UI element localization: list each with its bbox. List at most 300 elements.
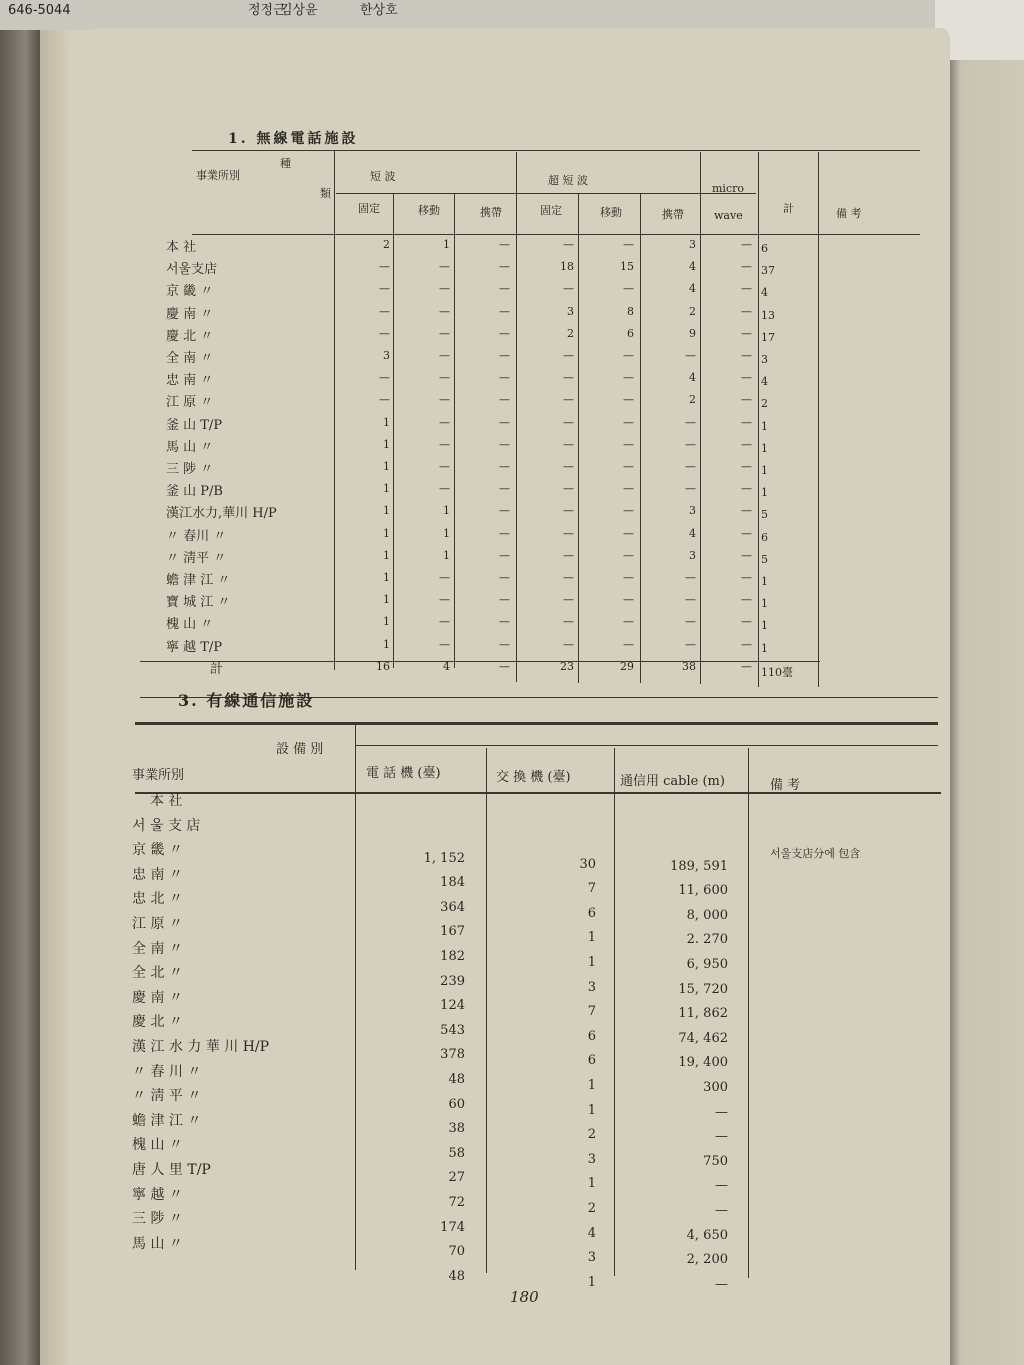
table-rule [516, 152, 517, 682]
table-cell-total: 1 [761, 641, 768, 655]
table-cell: 23 [560, 659, 574, 673]
table-cell: 4 [689, 526, 696, 540]
table-cell: — [439, 482, 450, 496]
table-cell: — [623, 526, 634, 540]
switch-count: 6 [587, 1053, 596, 1069]
switch-count: 3 [587, 979, 596, 995]
table-cell: — [499, 460, 510, 473]
table-cell-total: 1 [761, 486, 768, 500]
row-label: 寧 越 〃 [132, 1186, 183, 1203]
table-cell: — [439, 371, 450, 385]
table-cell: 3 [689, 504, 696, 518]
row-label: 本 社 [166, 240, 197, 255]
table-cell: — [499, 615, 510, 629]
row-label: 〃 淸 平 〃 [132, 1088, 202, 1105]
table-cell: — [563, 637, 574, 651]
column-header: 備 考 [770, 778, 801, 793]
table-cell: — [685, 349, 696, 362]
row-label: 三 陟 〃 [132, 1211, 183, 1228]
cable-length: 11, 862 [678, 1006, 728, 1022]
row-label: 寧 越 T/P [166, 639, 223, 655]
table-cell-total: 5 [761, 508, 768, 522]
table-cell: 1 [383, 548, 390, 562]
table-cell: — [379, 282, 390, 296]
row-label: 釜 山 T/P [166, 417, 223, 433]
phone-count: 378 [440, 1047, 465, 1063]
table-cell: 3 [689, 548, 696, 562]
table-cell: — [741, 437, 752, 451]
switch-count: 1 [587, 955, 596, 970]
phone-count: 182 [440, 949, 465, 964]
table-cell: — [741, 326, 752, 340]
table-cell: — [623, 637, 634, 651]
table-cell: — [741, 238, 752, 251]
table-cell: — [499, 437, 510, 451]
table-cell: — [439, 615, 450, 629]
table-cell: 1 [443, 238, 450, 251]
book-spine [0, 30, 42, 1365]
table-cell: — [741, 282, 752, 296]
switch-count: 1 [587, 1102, 596, 1118]
row-label: 全 南 〃 [166, 351, 214, 366]
table-cell: — [741, 659, 752, 673]
table-cell: — [439, 282, 450, 296]
table-cell: 1 [443, 526, 450, 540]
table-cell: — [499, 304, 510, 318]
table-cell: — [685, 482, 696, 496]
table-cell: 2 [567, 326, 574, 340]
table-cell: — [623, 282, 634, 296]
table-cell: 15 [620, 260, 634, 274]
table-cell: — [623, 482, 634, 496]
cable-length: 11, 600 [678, 883, 728, 899]
column-header: 移動 [418, 204, 440, 217]
row-label: 三 陟 〃 [166, 462, 214, 477]
table-cell: — [499, 571, 510, 584]
column-header: 計 [783, 202, 794, 215]
table-cell: — [379, 326, 390, 340]
table-cell-total: 1 [761, 597, 768, 611]
table-cell: 4 [689, 371, 696, 385]
table-cell: — [623, 238, 634, 251]
table-rule [454, 193, 455, 668]
table-cell: — [499, 326, 510, 340]
row-label: 槐 山 〃 [132, 1137, 183, 1154]
row-label: 蟾 津 江 〃 [132, 1112, 202, 1129]
table-cell-total: 1 [761, 575, 768, 588]
remark: 서울支店分에 包含 [770, 846, 861, 860]
switch-count: 4 [587, 1225, 596, 1241]
row-label: 慶 南 〃 [132, 989, 183, 1006]
column-header: 携帶 [480, 206, 502, 219]
switch-count: 7 [587, 881, 596, 897]
table-rule [135, 792, 941, 794]
row-label: 全 北 〃 [132, 965, 183, 982]
table-cell: 1 [383, 504, 390, 518]
row-label: 忠 南 〃 [166, 373, 214, 389]
row-label: 全 南 〃 [132, 940, 183, 957]
table-cell: — [499, 349, 510, 362]
table-cell: 1 [383, 615, 390, 629]
column-header: wave [714, 209, 743, 222]
table-cell: — [563, 482, 574, 496]
switch-count: 7 [587, 1004, 596, 1020]
table-cell: — [499, 238, 510, 251]
row-label: 慶 北 〃 [132, 1014, 183, 1031]
row-label: 江 原 〃 [166, 395, 214, 411]
row-label: 慶 南 〃 [166, 306, 214, 322]
table-cell: 3 [383, 349, 390, 362]
table-cell-total: 4 [761, 286, 768, 300]
switch-count: 6 [587, 1028, 596, 1044]
column-header: 固定 [358, 202, 380, 215]
column-header: 固定 [540, 204, 562, 217]
table-rule [748, 748, 749, 1278]
table-cell: 1 [383, 637, 390, 651]
column-header: micro [712, 182, 744, 195]
row-label: 江 原 〃 [132, 916, 183, 932]
table-cell: 1 [443, 548, 450, 562]
switch-count: 1 [587, 1176, 596, 1192]
cable-length: 8, 000 [686, 907, 728, 923]
row-label: 槐 山 〃 [166, 617, 214, 633]
table-cell-total: 1 [761, 441, 768, 455]
row-label: 馬 山 〃 [166, 439, 214, 455]
table-cell: — [439, 260, 450, 274]
table-cell: — [623, 460, 634, 473]
row-label: 京 畿 〃 [166, 284, 214, 300]
row-label: 忠 北 〃 [132, 891, 183, 908]
phone-count: 543 [440, 1022, 465, 1038]
row-label: 京 畿 〃 [132, 842, 183, 859]
table-cell: 18 [560, 260, 574, 274]
phone-count: 72 [448, 1195, 465, 1210]
table-cell-total: 1 [761, 464, 768, 477]
table-cell: — [499, 548, 510, 562]
cable-length: 6, 950 [686, 957, 728, 972]
table-cell: — [563, 548, 574, 562]
table-cell: — [563, 393, 574, 407]
cable-length: — [715, 1203, 728, 1218]
table-cell: — [499, 393, 510, 407]
cable-length: 300 [703, 1080, 728, 1095]
row-label: 서울支店 [166, 262, 218, 278]
cable-length: 15, 720 [678, 981, 728, 997]
table-cell: — [379, 371, 390, 385]
table-cell: — [741, 637, 752, 651]
column-header: 移動 [600, 206, 622, 219]
table-cell: — [499, 659, 510, 673]
table-cell: — [685, 460, 696, 473]
table-cell-total: 2 [761, 397, 768, 411]
table-cell: 38 [682, 659, 696, 673]
desk-strip-label: 정정근 [248, 3, 286, 18]
table-cell: — [741, 304, 752, 318]
table-cell: — [439, 571, 450, 584]
table-rule [578, 193, 579, 683]
table-cell: — [499, 260, 510, 274]
table-cell: — [741, 504, 752, 518]
table-cell: — [563, 437, 574, 451]
cable-length: 2. 270 [686, 932, 728, 948]
table-cell: — [563, 460, 574, 473]
cable-length: — [715, 1104, 728, 1120]
column-header: 事業所別 [132, 768, 185, 783]
row-label: 서 울 支 店 [132, 817, 201, 834]
switch-count: 3 [587, 1250, 596, 1266]
table-cell: — [623, 415, 634, 429]
table-cell: — [439, 326, 450, 340]
row-label: 〃 春 川 〃 [132, 1063, 202, 1080]
table-cell: — [741, 393, 752, 407]
phone-count: 48 [448, 1072, 465, 1087]
table-cell: — [623, 548, 634, 562]
table-rule [614, 748, 615, 1276]
table-cell: — [623, 437, 634, 451]
table1-title: 1. 無線電話施設 [228, 131, 359, 147]
table-cell: — [563, 593, 574, 607]
cable-length: 2, 200 [686, 1252, 728, 1268]
row-label: 釜 山 P/B [166, 484, 223, 500]
column-header: 備 考 [836, 207, 862, 220]
table-cell: — [499, 482, 510, 496]
table-cell: — [499, 415, 510, 429]
table-cell: — [623, 504, 634, 518]
table-cell-total: 6 [761, 530, 768, 544]
table-cell: 9 [689, 326, 696, 340]
table-cell: 3 [689, 238, 696, 251]
table-cell: — [623, 615, 634, 629]
table-cell: — [741, 482, 752, 496]
desk-strip-label: 한상호 [360, 3, 398, 18]
table-cell-total: 1 [761, 619, 768, 633]
table-cell-total: 6 [761, 242, 768, 255]
table-cell: — [439, 304, 450, 318]
table-cell-total: 3 [761, 353, 768, 366]
column-header: 通信用 cable (m) [620, 774, 725, 789]
table-cell: 29 [620, 659, 634, 673]
row-label: 蟾 津 江 〃 [166, 573, 231, 588]
table-cell: 4 [689, 260, 696, 274]
row-label: 漢 江 水 力 華 川 H/P [132, 1039, 270, 1055]
table-cell: — [685, 637, 696, 651]
table-cell: 1 [443, 504, 450, 518]
phone-count: 167 [440, 924, 465, 940]
table-rule [700, 152, 701, 684]
phone-count: 174 [440, 1219, 465, 1235]
table-cell-total: 4 [761, 375, 768, 389]
table-cell: — [623, 593, 634, 607]
table-cell: — [623, 571, 634, 584]
table-cell: — [623, 371, 634, 385]
table-cell: 1 [383, 482, 390, 496]
table-cell: — [499, 593, 510, 607]
phone-count: 1, 152 [423, 850, 465, 866]
switch-count: 1 [587, 1078, 596, 1093]
desk-strip-label: 김상윤 [280, 3, 318, 18]
column-header: 携帶 [662, 208, 684, 221]
switch-count: 3 [587, 1151, 596, 1167]
table-cell: — [499, 371, 510, 385]
table-cell: — [741, 571, 752, 584]
table-cell: — [741, 260, 752, 274]
column-header: 短 波 [370, 170, 396, 183]
table-cell: — [439, 415, 450, 429]
table-cell: — [563, 371, 574, 385]
table-rule [355, 725, 356, 1270]
table-cell: — [563, 571, 574, 584]
table-cell: — [439, 393, 450, 407]
column-header: 類 [320, 187, 331, 200]
table-cell: — [741, 371, 752, 385]
table-cell: 6 [627, 326, 634, 340]
cable-length: 4, 650 [686, 1227, 728, 1243]
table-cell: 1 [383, 460, 390, 473]
table-cell: 4 [689, 282, 696, 296]
table-cell: — [563, 615, 574, 629]
row-label: 忠 南 〃 [132, 866, 183, 883]
column-header: 電 話 機 (臺) [366, 766, 441, 781]
table-cell: — [499, 637, 510, 651]
table-cell: 3 [567, 304, 574, 318]
table-cell-total: 110臺 [761, 665, 793, 679]
table-cell: — [439, 349, 450, 362]
table-cell: — [439, 437, 450, 451]
table-cell: — [439, 593, 450, 607]
row-label: 慶 北 〃 [166, 328, 214, 344]
table-cell: — [741, 349, 752, 362]
table-cell: 1 [383, 526, 390, 540]
table-cell: — [741, 460, 752, 473]
table-cell: — [685, 437, 696, 451]
phone-count: 70 [448, 1244, 465, 1260]
row-label: 馬 山 〃 [132, 1235, 183, 1252]
table-cell: 2 [689, 304, 696, 318]
row-label: 計 [210, 661, 224, 677]
table-cell: 1 [383, 571, 390, 584]
phone-count: 184 [440, 875, 465, 891]
table-cell: — [741, 415, 752, 429]
table-cell: — [563, 349, 574, 362]
table-cell: — [563, 504, 574, 518]
table-cell: — [379, 304, 390, 318]
table-cell: — [685, 615, 696, 629]
switch-count: 1 [587, 930, 596, 946]
table-cell: 1 [383, 593, 390, 607]
table-cell: — [685, 415, 696, 429]
table-rule [758, 152, 759, 687]
column-header: 交 換 機 (臺) [496, 770, 571, 785]
column-header: 事業所別 [196, 169, 240, 182]
table-cell-total: 37 [761, 264, 775, 278]
table-cell: 1 [383, 415, 390, 429]
table-cell-total: 5 [761, 552, 768, 566]
cable-length: 19, 400 [678, 1055, 728, 1071]
table3-title: 3. 有線通信施設 [178, 691, 315, 710]
table-cell-total: 17 [761, 330, 775, 344]
row-label: 唐 人 里 T/P [132, 1162, 211, 1178]
table-cell: 2 [383, 238, 390, 251]
table-cell: — [741, 615, 752, 629]
table-cell-total: 13 [761, 308, 775, 322]
table-cell: 4 [443, 659, 450, 673]
table-cell: — [623, 349, 634, 362]
cable-length: 750 [703, 1153, 728, 1169]
cable-length: 189, 591 [670, 858, 728, 874]
row-label: 〃 淸平 〃 [166, 550, 227, 566]
switch-count: 1 [587, 1274, 596, 1290]
phone-count: 27 [448, 1170, 465, 1186]
switch-count: 2 [587, 1127, 596, 1143]
table-cell: — [563, 415, 574, 429]
cable-length: — [715, 1276, 728, 1292]
phone-count: 58 [448, 1145, 465, 1161]
cable-length: — [715, 1129, 728, 1145]
phone-count: 239 [440, 973, 465, 989]
phone-count: 364 [440, 899, 465, 915]
row-label: 〃 春川 〃 [166, 528, 227, 544]
table-cell: — [623, 393, 634, 407]
table-rule [336, 193, 756, 194]
table-cell: — [379, 260, 390, 274]
table-cell: — [499, 504, 510, 518]
table-cell: 16 [376, 659, 390, 673]
switch-count: 2 [587, 1201, 596, 1216]
table-rule [355, 745, 938, 746]
table-cell: — [563, 238, 574, 251]
table-cell: — [685, 593, 696, 607]
table-rule [486, 748, 487, 1273]
column-header: 種 [280, 157, 291, 170]
table-cell: — [499, 526, 510, 540]
phone-count: 60 [448, 1096, 465, 1112]
facing-page [945, 60, 1024, 1365]
row-label: 寶 城 江 〃 [166, 595, 231, 611]
desk-strip-label: 646-5044 [8, 3, 71, 18]
table-cell: — [439, 637, 450, 651]
phone-count: 38 [448, 1121, 465, 1137]
phone-count: 124 [440, 998, 465, 1014]
table-rule [640, 193, 641, 683]
cable-length: — [715, 1178, 728, 1194]
switch-count: 30 [579, 856, 596, 872]
switch-count: 6 [587, 905, 596, 921]
cable-length: 74, 462 [678, 1030, 728, 1046]
table-rule [192, 150, 920, 151]
table-cell: — [563, 282, 574, 296]
table-rule [192, 234, 920, 235]
table-cell: — [379, 393, 390, 407]
column-header: 設 備 別 [276, 742, 324, 757]
row-label: 本 社 [150, 793, 183, 809]
table-cell-total: 1 [761, 419, 768, 433]
column-header: 超 短 波 [548, 174, 588, 187]
table-cell: — [741, 548, 752, 562]
table-cell: — [563, 526, 574, 540]
phone-count: 48 [448, 1268, 465, 1284]
table-rule [818, 152, 819, 687]
table-cell: 1 [383, 437, 390, 451]
table-rule [393, 193, 394, 668]
table-cell: 8 [627, 304, 634, 318]
table-rule [334, 150, 335, 670]
table-cell: — [741, 593, 752, 607]
table-cell: 2 [689, 393, 696, 407]
page-number: 180 [510, 1288, 539, 1306]
table-rule [135, 722, 938, 725]
table-cell: — [439, 460, 450, 473]
table-cell: — [685, 571, 696, 584]
